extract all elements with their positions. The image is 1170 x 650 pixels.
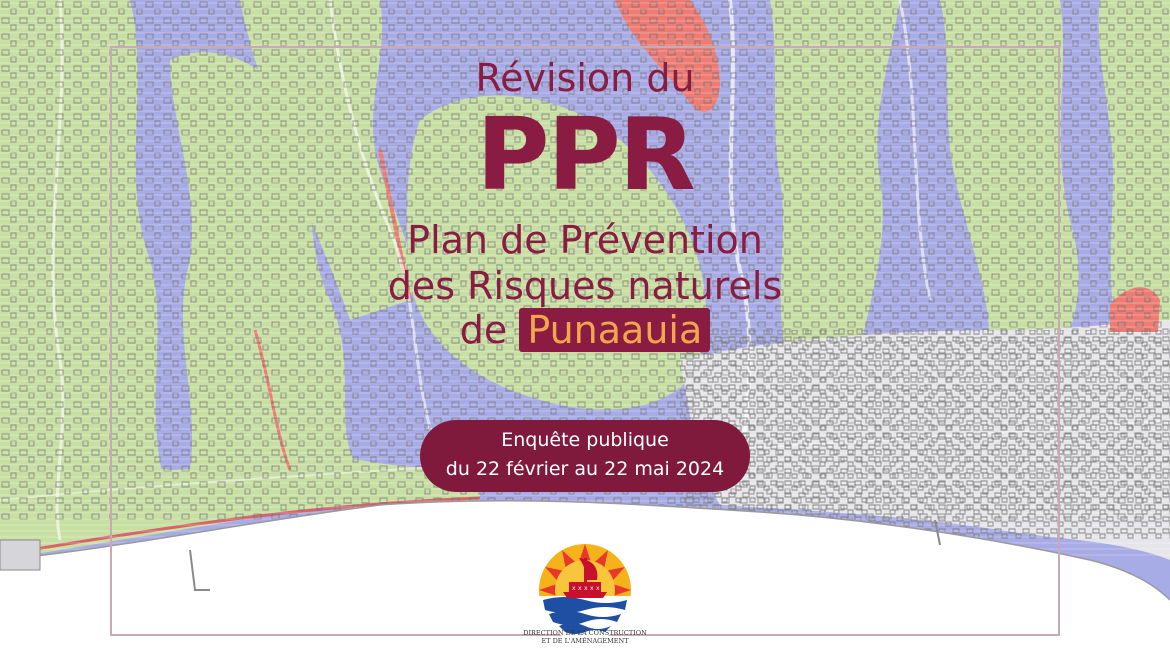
- title-revision: Révision du: [475, 56, 695, 100]
- enquete-dates: du 22 février au 22 mai 2024: [445, 458, 725, 480]
- svg-text:x: x: [584, 585, 588, 592]
- svg-text:x: x: [596, 585, 600, 592]
- title-commune-line: [0, 308, 1170, 352]
- svg-text:x: x: [590, 585, 594, 592]
- commune-prefix: de: [459, 308, 508, 352]
- title-risques-naturels: des Risques naturels: [387, 264, 783, 308]
- org-name: [520, 630, 650, 645]
- svg-text:x: x: [578, 585, 582, 592]
- org-name-line2: ET DE L'AMÉNAGEMENT: [541, 636, 629, 645]
- title-acronym: PPR: [476, 96, 694, 213]
- org-name-line1: DIRECTION DE LA CONSTRUCTION: [523, 629, 647, 637]
- commune-name-highlight: Punaauia: [519, 308, 710, 352]
- enquete-title: Enquête publique: [501, 429, 669, 451]
- enquete-publique-badge: [420, 420, 750, 492]
- title-plan-prevention: Plan de Prévention: [407, 218, 763, 262]
- svg-text:x: x: [572, 585, 576, 592]
